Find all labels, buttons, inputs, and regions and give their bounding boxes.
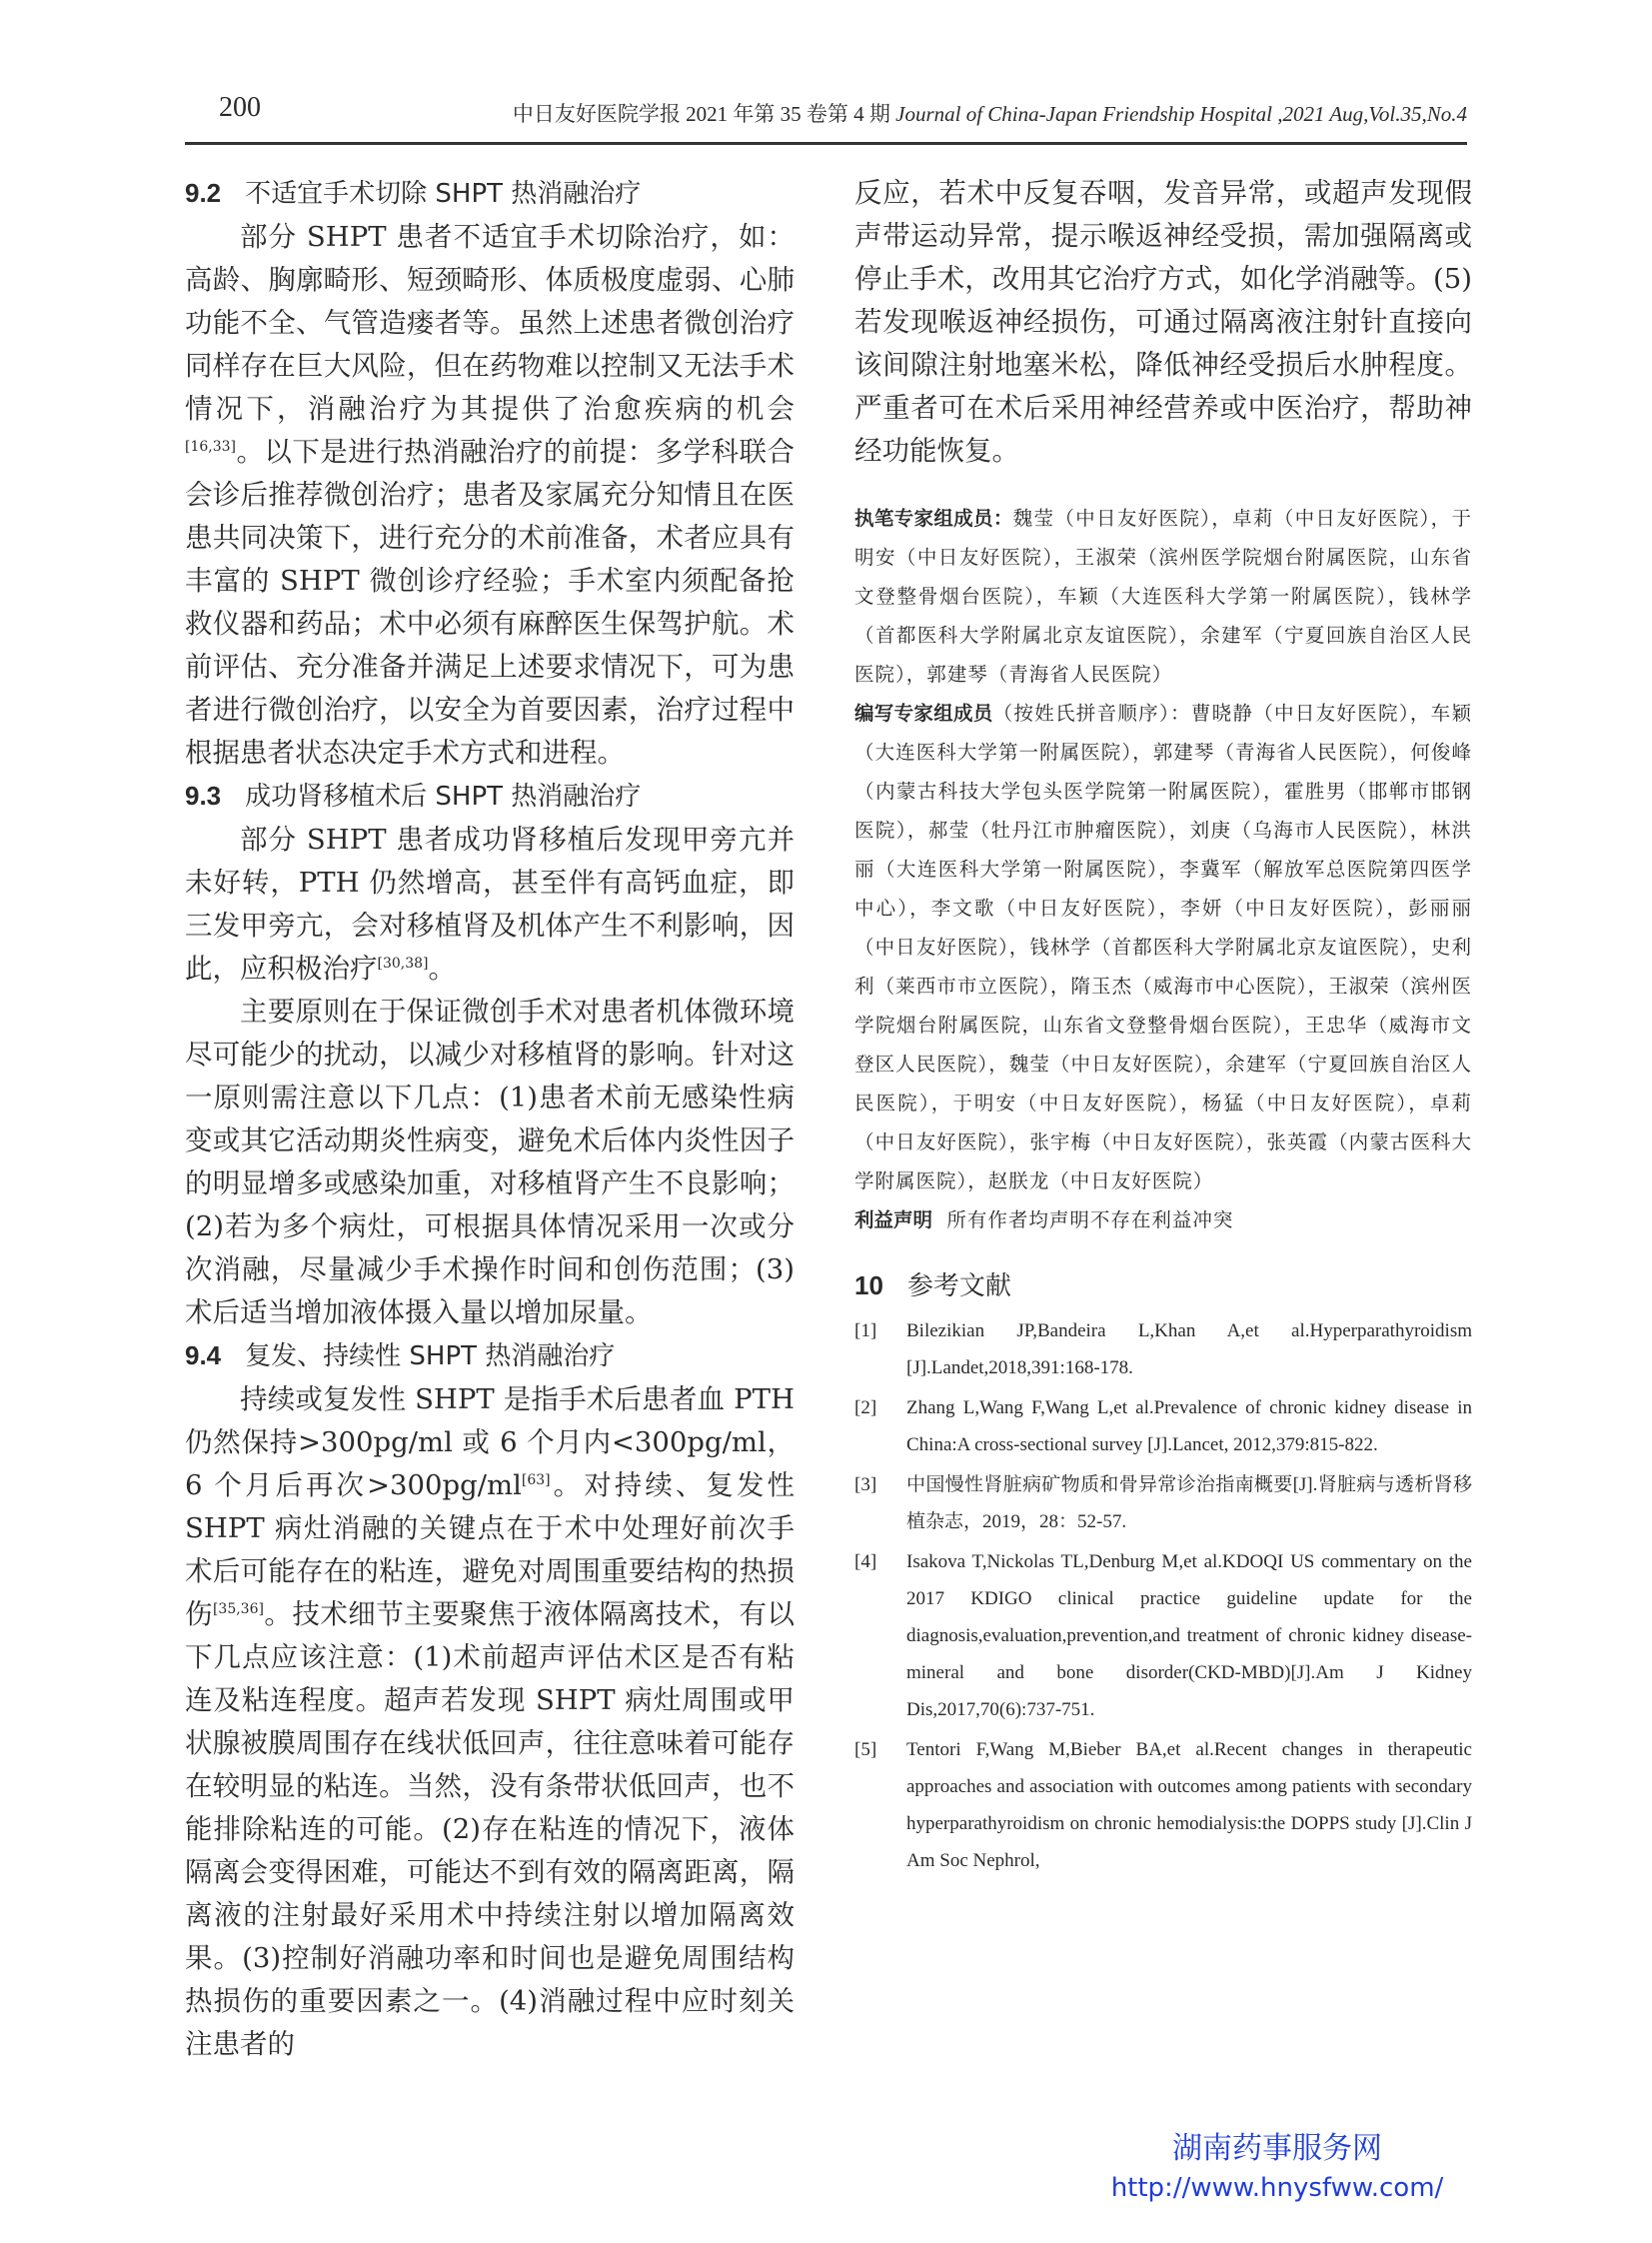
reference-item	[854, 1731, 1472, 1879]
section-title: 复发、持续性 SHPT 热消融治疗	[245, 1341, 616, 1371]
watermark-name: 湖南药事服务网	[1172, 2131, 1382, 2166]
paragraph: 持续或复发性 SHPT 是指手术后患者血 PTH 仍然保持>300pg/ml 或 6 个月内<300pg/ml，6 个月后再次>300pg/ml[63]。对持续、复发性 SHPT 病灶消融的关键点在于术中处理好前次手术后可能存在的粘连，避免对周围重要结构的热损伤[35,36]。技术细节主要聚焦于液体隔离技术，有以下几点应该注意：(1)术前超声评估术区是否有粘连及粘连程度。超声若发现 SHPT 病灶周围或甲状腺被膜周围存在线状低回声，往往意味着可能存在较明显的粘连。当然，没有条带状低回声，也不能排除粘连的可能。(2)存在粘连的情况下，液体隔离会变得困难，可能达不到有效的隔离距离，隔离液的注射最好采用术中持续注射以增加隔离效果。(3)控制好消融功率和时间也是避免周围结构热损伤的重要因素之一。(4)消融过程中应时刻关注患者的	[185, 1383, 796, 2060]
reference-item	[854, 1389, 1472, 1463]
conflict-of-interest	[854, 1200, 1472, 1239]
reference-item	[854, 1543, 1472, 1728]
paragraph: 部分 SHPT 患者不适宜手术切除治疗，如：高龄、胸廓畸形、短颈畸形、体质极度虚弱、心肺功能不全、气管造瘘者等。虽然上述患者微创治疗同样存在巨大风险，但在药物难以控制又无法手术情况下，消融治疗为其提供了治愈疾病的机会[16,33]。以下是进行热消融治疗的前提：多学科联合会诊后推荐微创治疗；患者及家属充分知情且在医患共同决策下，进行充分的术前准备，术者应具有丰富的 SHPT 微创诊疗经验；手术室内须配备抢救仪器和药品；术中必须有麻醉医生保驾护航。术前评估、充分准备并满足上述要求情况下，可为患者进行微创治疗，以安全为首要因素，治疗过程中根据患者状态决定手术方式和进程。	[185, 221, 795, 769]
paragraph: 主要原则在于保证微创手术对患者机体微环境尽可能少的扰动，以减少对移植肾的影响。针对这一原则需注意以下几点：(1)患者术前无感染性病变或其它活动期炎性病变，避免术后体内炎性因子的明显增多或感染加重，对移植肾产生不良影响；(2)若为多个病灶，可根据具体情况采用一次或分次消融，尽量减少手术操作时间和创伤范围；(3)术后适当增加液体摄入量以增加尿量。	[185, 996, 795, 1328]
page-number: 200	[219, 92, 261, 123]
reference-text: Bilezikian JP,Bandeira L,Khan A,et al.Hyperparathyroidism [J].Landet,2018,391:168-178.	[906, 1320, 1472, 1378]
coi-label: 利益声明	[854, 1208, 933, 1231]
citation[interactable]: [63]	[521, 1471, 551, 1488]
reference-number: [2]	[854, 1397, 877, 1418]
lead-authors-label: 执笔专家组成员：	[854, 507, 1013, 530]
section-number: 9.2	[185, 178, 222, 208]
citation[interactable]: [35,36]	[212, 1600, 264, 1617]
left-column	[185, 172, 795, 2066]
reference-text: Zhang L,Wang F,Wang L,et al.Prevalence of chronic kidney disease in China:A cross-sectional survey [J].Lancet, 2012,379:815-822.	[906, 1397, 1472, 1455]
reference-number: [5]	[854, 1739, 877, 1760]
writing-authors-label: 编写专家组成员	[854, 702, 993, 725]
lead-authors-text: 魏莹（中日友好医院），卓莉（中日友好医院），于明安（中日友好医院），王淑荣（滨州医学院烟台附属医院，山东省文登整骨烟台医院），车颖（大连医科大学第一附属医院），钱林学（首都医科大学附属北京友谊医院），余建军（宁夏回族自治区人民医院），郭建琴（青海省人民医院）	[854, 507, 1472, 686]
section-title: 参考文献	[906, 1271, 1011, 1301]
lead-authors	[854, 499, 1472, 694]
citation[interactable]: [16,33]	[185, 438, 237, 455]
coi-text: 所有作者均声明不存在利益冲突	[946, 1208, 1234, 1231]
journal-info	[513, 98, 1467, 128]
reference-item	[854, 1312, 1472, 1386]
reference-text: Isakova T,Nickolas TL,Denburg M,et al.KDOQI US commentary on the 2017 KDIGO clinical practice guideline update for the diagnosis,evaluation,prevention,and treatment of chronic kidney disease-mineral and bone disorder(CKD-MBD)[J].Am J Kidney Dis,2017,70(6):737-751.	[906, 1551, 1472, 1720]
writing-authors-text: （按姓氏拼音顺序）：曹晓静（中日友好医院），车颖（大连医科大学第一附属医院），郭建琴（青海省人民医院），何俊峰（内蒙古科技大学包头医学院第一附属医院），霍胜男（邯郸市邯钢医院），郝莹（牡丹江市肿瘤医院），刘庚（乌海市人民医院），林洪丽（大连医科大学第一附属医院），李冀军（解放军总医院第四医学中心），李文歌（中日友好医院），李妍（中日友好医院），彭丽丽（中日友好医院），钱林学（首都医科大学附属北京友谊医院），史利利（莱西市市立医院），隋玉杰（威海市中心医院），王淑荣（滨州医学院烟台附属医院，山东省文登整骨烟台医院），王忠华（威海市文登区人民医院），魏莹（中日友好医院），余建军（宁夏回族自治区人民医院），于明安（中日友好医院），杨猛（中日友好医院），卓莉（中日友好医院），张宇梅（中日友好医院），张英霞（内蒙古医科大学附属医院），赵朕龙（中日友好医院）	[854, 702, 1472, 1192]
watermark	[1087, 2129, 1467, 2207]
writing-authors	[854, 694, 1472, 1200]
section-title: 成功肾移植术后 SHPT 热消融治疗	[245, 782, 642, 812]
paragraph-continued: 反应，若术中反复吞咽，发音异常，或超声发现假声带运动异常，提示喉返神经受损，需加强隔离或停止手术，改用其它治疗方式，如化学消融等。(5)若发现喉返神经损伤，可通过隔离液注射针直接向该间隙注射地塞米松，降低神经受损后水肿程度。严重者可在术后采用神经营养或中医治疗，帮助神经功能恢复。	[854, 177, 1472, 467]
section-heading-9-3	[185, 775, 795, 819]
reference-list	[854, 1312, 1472, 1879]
paragraph: 部分 SHPT 患者成功肾移植后发现甲旁亢并未好转，PTH 仍然增高，甚至伴有高钙血症，即三发甲旁亢，会对移植肾及机体产生不利影响，因此，应积极治疗[30,38]。	[185, 824, 795, 985]
references-heading	[854, 1265, 1472, 1302]
citation[interactable]: [30,38]	[377, 955, 429, 972]
journal-title-cn: 中日友好医院学报 2021 年第 35 卷第 4 期	[512, 102, 890, 126]
section-number: 9.4	[185, 1340, 222, 1370]
watermark-url[interactable]: http://www.hnysfww.com/	[1110, 2173, 1444, 2203]
reference-text: 中国慢性肾脏病矿物质和骨异常诊治指南概要[J].肾脏病与透析肾移植杂志，2019，28：52-57.	[906, 1474, 1472, 1532]
section-number: 10	[854, 1270, 883, 1300]
journal-title-en: Journal of China-Japan Friendship Hospital ,2021 Aug,Vol.35,No.4	[895, 102, 1467, 126]
reference-text: Tentori F,Wang M,Bieber BA,et al.Recent changes in therapeutic approaches and association with outcomes among patients with secondary hyperparathyroidism on chronic hemodialysis:the DOPPS study [J].Clin J Am Soc Nephrol,	[906, 1739, 1472, 1871]
reference-number: [3]	[854, 1474, 877, 1495]
right-column	[854, 172, 1472, 1882]
reference-number: [1]	[854, 1320, 877, 1341]
reference-number: [4]	[854, 1551, 877, 1572]
page-header	[185, 92, 1467, 142]
header-rule	[185, 142, 1467, 145]
section-heading-9-4	[185, 1334, 795, 1378]
section-number: 9.3	[185, 781, 222, 811]
section-title: 不适宜手术切除 SHPT 热消融治疗	[245, 179, 642, 209]
reference-item	[854, 1466, 1472, 1540]
section-heading-9-2	[185, 172, 795, 216]
